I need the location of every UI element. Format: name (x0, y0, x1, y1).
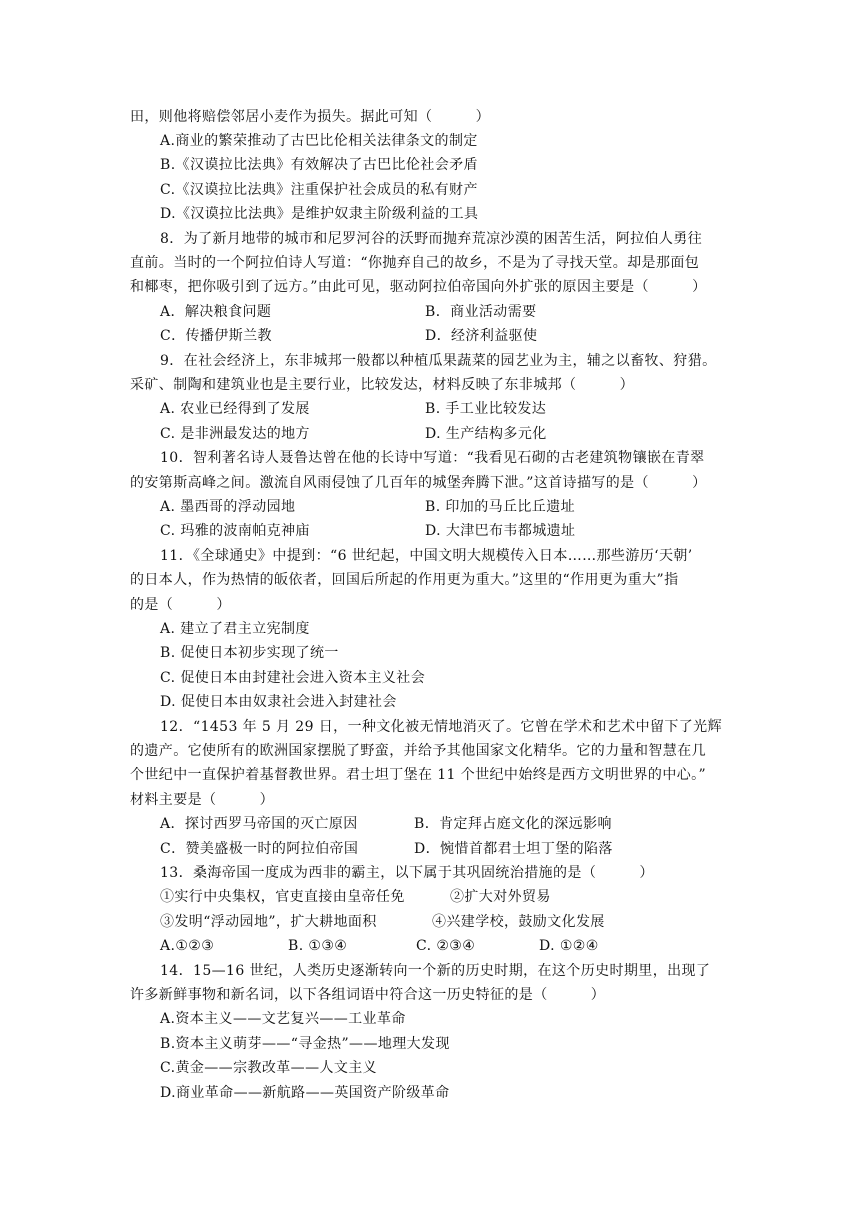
q14-option-a: A.资本主义——文艺复兴——工业革命 (160, 1011, 406, 1027)
q12-option-a: A．探讨西罗马帝国的灭亡原因 (160, 816, 358, 832)
q12-stem-line2: 的遗产。它使所有的欧洲国家摆脱了野蛮，并给予其他国家文化精华。它的力量和智慧在几 (130, 743, 706, 759)
q9-option-a: A. 农业已经得到了发展 (160, 401, 310, 417)
q8-option-b: B．商业活动需要 (425, 304, 537, 320)
q13-stem: 13．桑海帝国一度成为西非的霸主，以下属于其巩固统治措施的是（ ） (160, 865, 654, 881)
q8-stem-line2: 直前。当时的一个阿拉伯诗人写道：“你抛弃自己的故乡，不是为了寻找天堂。却是那面包 (130, 255, 700, 271)
q14-option-b: B.资本主义萌芽——“寻金热”——地理大发现 (160, 1036, 450, 1052)
q8-option-c: C．传播伊斯兰教 (160, 328, 272, 344)
q8-stem-line1: 8．为了新月地带的城市和尼罗河谷的沃野而抛弃荒凉沙漠的困苦生活，阿拉伯人勇往 (160, 231, 703, 247)
q14-option-c: C.黄金——宗教改革——人文主义 (160, 1060, 378, 1076)
q7-option-c: C.《汉谟拉比法典》注重保护社会成员的私有财产 (160, 182, 478, 198)
q12-option-d: D．惋惜首都君士坦丁堡的陷落 (414, 841, 613, 857)
q9-option-c: C. 是非洲最发达的地方 (160, 426, 310, 442)
q7-option-d: D.《汉谟拉比法典》是维护奴隶主阶级利益的工具 (160, 206, 479, 222)
q13-option-b: B. ①③④ (288, 938, 348, 954)
q11-option-b: B. 促使日本初步实现了统一 (160, 645, 339, 661)
q11-stem-line1: 11．《全球通史》中提到：“6 世纪起，中国文明大规模传入日本……那些游历‘天朝’ (160, 548, 693, 564)
q11-option-d: D. 促使日本由奴隶社会进入封建社会 (160, 694, 397, 710)
q9-option-b: B. 手工业比较发达 (425, 401, 547, 417)
q13-item-2: ②扩大对外贸易 (450, 889, 551, 905)
q9-option-d: D. 生产结构多元化 (425, 426, 547, 442)
q11-stem-line3: 的是（ ） (130, 597, 231, 613)
q9-stem-line1: 9．在社会经济上，东非城邦一般都以种植瓜果蔬菜的园艺业为主，辅之以畜牧、狩猎。 (160, 353, 717, 369)
q11-option-a: A. 建立了君主立宪制度 (160, 621, 310, 637)
q8-stem-line3: 和椰枣，把你吸引到了远方。”由此可见，驱动阿拉伯帝国向外扩张的原因主要是（ ） (130, 279, 707, 295)
q11-stem-line2: 的日本人，作为热情的皈依者，回国后所起的作用更为重大。”这里的“作用更为重大”指 (130, 572, 679, 588)
q10-stem-line2: 的安第斯高峰之间。激流自风雨侵蚀了几百年的城堡奔腾下泄。”这首诗描写的是（ ） (130, 475, 707, 491)
q13-option-a: A.①②③ (160, 938, 215, 954)
q8-option-a: A．解决粮食问题 (160, 304, 272, 320)
q13-option-d: D. ①②④ (539, 938, 599, 954)
q10-option-c: C. 玛雅的波南帕克神庙 (160, 523, 310, 539)
q10-stem-line1: 10．智利著名诗人聂鲁达曾在他的长诗中写道：“我看见石砌的古老建筑物镶嵌在青翠 (160, 450, 705, 466)
q12-stem-line3: 个世纪中一直保护着基督教世界。君士坦丁堡在 11 个世纪中始终是西方文明世界的中心。” (130, 767, 707, 783)
q11-option-c: C. 促使日本由封建社会进入资本主义社会 (160, 670, 426, 686)
q9-stem-line2: 采矿、制陶和建筑业也是主要行业，比较发达，材料反映了东非城邦（ ） (130, 377, 634, 393)
q10-option-d: D. 大津巴布韦都城遗址 (425, 523, 576, 539)
q12-stem-line4: 材料主要是（ ） (130, 792, 274, 808)
q13-item-3: ③发明“浮动园地”，扩大耕地面积 (160, 914, 377, 930)
q13-item-1: ①实行中央集权，官吏直接由皇帝任免 (160, 889, 405, 905)
q10-option-b: B. 印加的马丘比丘遗址 (425, 499, 575, 515)
q12-stem-line1: 12．“1453 年 5 月 29 日，一种文化被无情地消灭了。它曾在学术和艺术中留下了光辉 (160, 719, 722, 735)
q10-option-a: A. 墨西哥的浮动园地 (160, 499, 296, 515)
q14-option-d: D.商业革命——新航路——英国资产阶级革命 (160, 1085, 450, 1101)
q7-option-a: A.商业的繁荣推动了古巴比伦相关法律条文的制定 (160, 133, 478, 149)
q14-stem-line1: 14．15—16 世纪，人类历史逐渐转向一个新的历史时期，在这个历史时期里，出现了 (160, 963, 711, 979)
q13-option-c: C. ②③④ (416, 938, 476, 954)
q7-option-b: B.《汉谟拉比法典》有效解决了古巴比伦社会矛盾 (160, 157, 478, 173)
q7-stem-tail: 田，则他将赔偿邻居小麦作为损失。据此可知（ ） (130, 109, 490, 125)
q14-stem-line2: 许多新鲜事物和新名词，以下各组词语中符合这一历史特征的是（ ） (130, 987, 606, 1003)
q12-option-c: C．赞美盛极一时的阿拉伯帝国 (160, 841, 359, 857)
q8-option-d: D．经济利益驱使 (425, 328, 538, 344)
q13-item-4: ④兴建学校，鼓励文化发展 (432, 914, 605, 930)
q12-option-b: B．肯定拜占庭文化的深远影响 (414, 816, 612, 832)
